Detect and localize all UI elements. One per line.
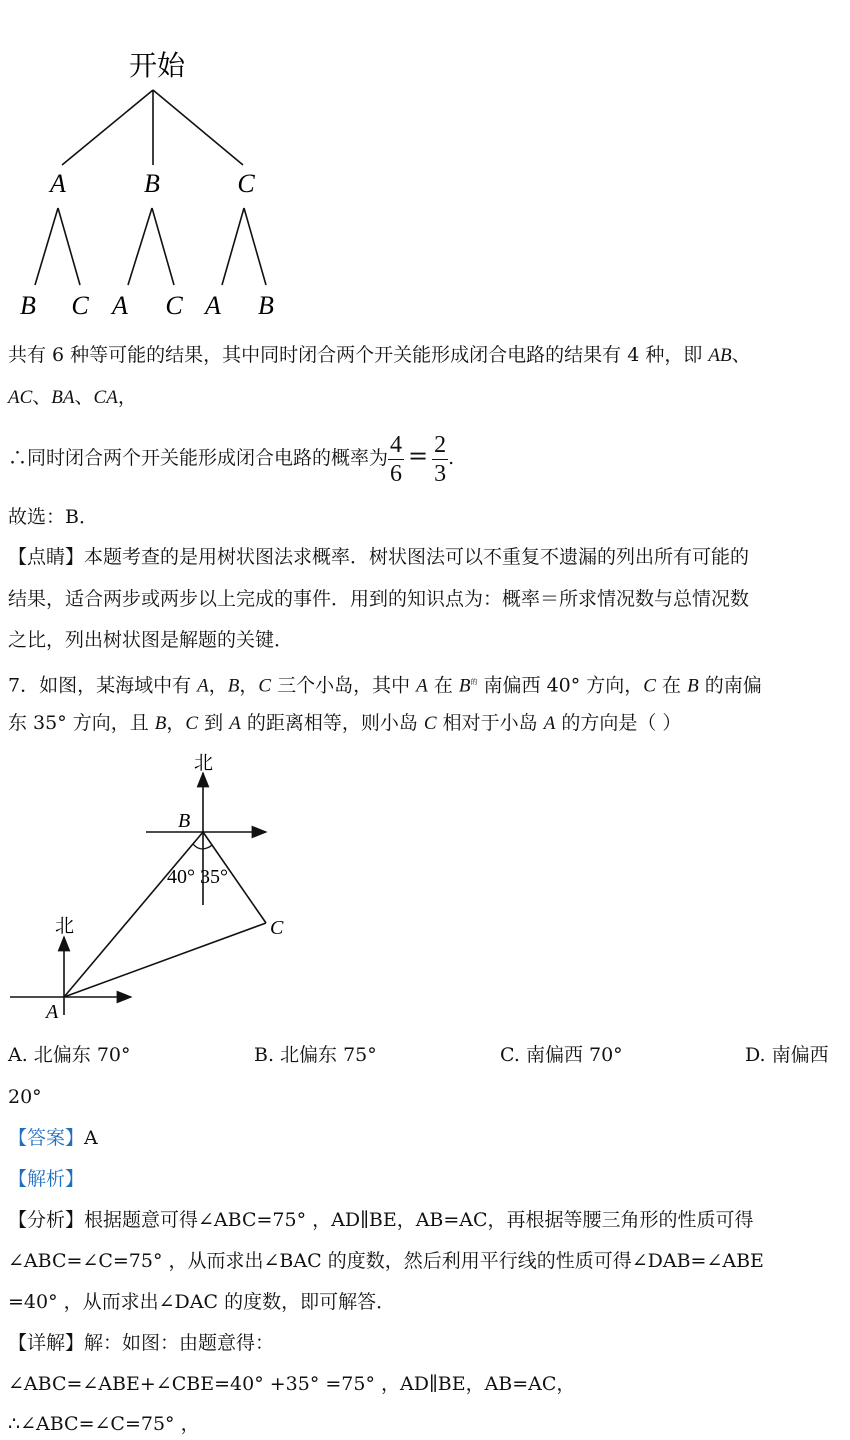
point-b-label: B (178, 810, 191, 832)
math-var: B (458, 675, 471, 697)
math-var: B (687, 675, 699, 697)
tree-node-a: A (50, 169, 66, 198)
math-var: C (258, 675, 272, 697)
question-7-line1 (8, 670, 762, 698)
tree-leaf: B (20, 291, 36, 320)
text-span: 三个小岛，其中 (271, 674, 417, 697)
tree-root: 开始 (128, 51, 186, 82)
option-a: A. 北偏东 70° (8, 1044, 131, 1066)
option-d-continued: 20° (8, 1086, 42, 1108)
text-span: 东 35° 方向，且 (8, 712, 155, 734)
point-c-label: C (270, 917, 284, 939)
tree-edge (222, 208, 244, 285)
tiny-char: 的 (470, 678, 478, 686)
tree-edge (128, 208, 152, 285)
answer-label: 【答案】 (8, 1127, 85, 1149)
question-7-line2 (8, 711, 681, 736)
probability-line (8, 424, 454, 490)
equals-sign: = (408, 442, 429, 470)
detail-line2: ∠ABC=∠ABE+∠CBE=40° +35° =75° ，AD∥BE，AB=AC， (8, 1373, 576, 1395)
detail-line3: ∴∠ABC=∠C=75° ， (8, 1413, 200, 1435)
tree-leaf: A (112, 291, 128, 320)
angle-label-35: 35° (200, 866, 228, 888)
text-span: 南偏西 40° 方向， (477, 674, 644, 697)
tree-edge (244, 208, 266, 285)
text-span: 的距离相等，则小岛 (240, 712, 424, 734)
text-span: 的方向是（ ） (555, 712, 682, 734)
text-span: 、 (32, 386, 52, 408)
text-span: 相对于小岛 (436, 712, 544, 734)
text-span: 到 (198, 712, 230, 734)
north-label-top: 北 (194, 753, 214, 774)
math-var: C (185, 713, 199, 734)
option-c: C. 南偏西 70° (500, 1044, 623, 1066)
math-var: C (643, 675, 656, 697)
note-line1: 【点睛】本题考查的是用树状图法求概率．树状图法可以不重复不遗漏的列出所有可能的 (8, 546, 750, 568)
tree-leaf: C (71, 291, 89, 320)
tree-edge (152, 208, 174, 285)
island-figure (0, 745, 300, 1030)
note-line2: 结果，适合两步或两步以上完成的事件．用到的知识点为：概率＝所求情况数与总情况数 (8, 588, 750, 610)
math-var: A (197, 675, 209, 697)
tree-edge (153, 90, 243, 165)
tree-edge (62, 90, 153, 165)
angle-arc-40 (193, 844, 203, 849)
point-a-label: A (46, 1001, 59, 1023)
answer-value: A (84, 1127, 98, 1149)
tree-node-c: C (237, 169, 255, 198)
option-b: B. 北偏东 75° (254, 1044, 377, 1066)
math-var: C (423, 713, 437, 734)
text-span: 在 (655, 674, 688, 697)
tree-node-b: B (144, 169, 160, 198)
tree-leaf: C (165, 291, 183, 320)
text-span: ， (239, 674, 259, 697)
fraction-2-3 (432, 431, 448, 488)
text-span: 共有 6 种等可能的结果，其中同时闭合两个开关能形成闭合电路的结果有 4 种，即 (8, 344, 709, 366)
option-d: D. 南偏西 (745, 1044, 829, 1066)
text-span: ， (117, 386, 137, 408)
math-var: A (543, 713, 556, 734)
text-span: . (448, 447, 455, 469)
north-label-left: 北 (55, 916, 75, 937)
math-var: AB (708, 345, 732, 366)
tree-diagram (0, 40, 300, 330)
math-var: CA (93, 387, 118, 408)
tree-edge (58, 208, 80, 285)
note-line3: 之比，列出树状图是解题的关键． (8, 629, 294, 651)
denominator: 6 (390, 460, 403, 487)
numerator: 2 (434, 431, 447, 458)
analysis-label: 【解析】 (8, 1168, 85, 1190)
text-span: 、 (74, 386, 94, 408)
math-var: B (154, 713, 167, 734)
text-span: 在 (427, 674, 459, 697)
math-var: B (227, 675, 240, 697)
result-text-line1 (8, 343, 751, 368)
tree-leaf: A (205, 291, 221, 320)
text-span: ， (208, 674, 228, 697)
fraction-4-6 (388, 431, 404, 488)
text-span: 、 (731, 344, 751, 366)
text-span: ∴同时闭合两个开关能形成闭合电路的概率为 (8, 447, 389, 469)
fenxi-line2: ∠ABC=∠C=75° ，从而求出∠BAC 的度数，然后利用平行线的性质可得∠DAB=∠ABE (8, 1250, 764, 1272)
math-var: AC (8, 387, 33, 408)
text-span: ， (166, 712, 186, 734)
math-var: A (416, 675, 428, 697)
result-text-line2 (8, 385, 137, 410)
numerator: 4 (390, 431, 403, 458)
fenxi-line3: =40° ，从而求出∠DAC 的度数，即可解答． (8, 1291, 396, 1313)
fenxi-line1: 【分析】根据题意可得∠ABC=75° ，AD∥BE，AB=AC，再根据等腰三角形的性质可得 (8, 1209, 754, 1231)
angle-label-40: 40° (167, 866, 195, 888)
text-span: 7．如图，某海域中有 (8, 674, 198, 697)
tree-leaf: B (258, 291, 274, 320)
tree-edge (35, 208, 58, 285)
math-var: A (229, 713, 241, 734)
detail-line1: 【详解】解：如图：由题意得： (8, 1332, 275, 1354)
angle-arc-35 (203, 845, 212, 849)
text-span: 的南偏 (698, 674, 762, 697)
math-var: BA (51, 387, 75, 408)
choice-line: 故选：B． (8, 506, 98, 528)
answer-line (8, 1126, 98, 1150)
denominator: 3 (434, 460, 447, 487)
